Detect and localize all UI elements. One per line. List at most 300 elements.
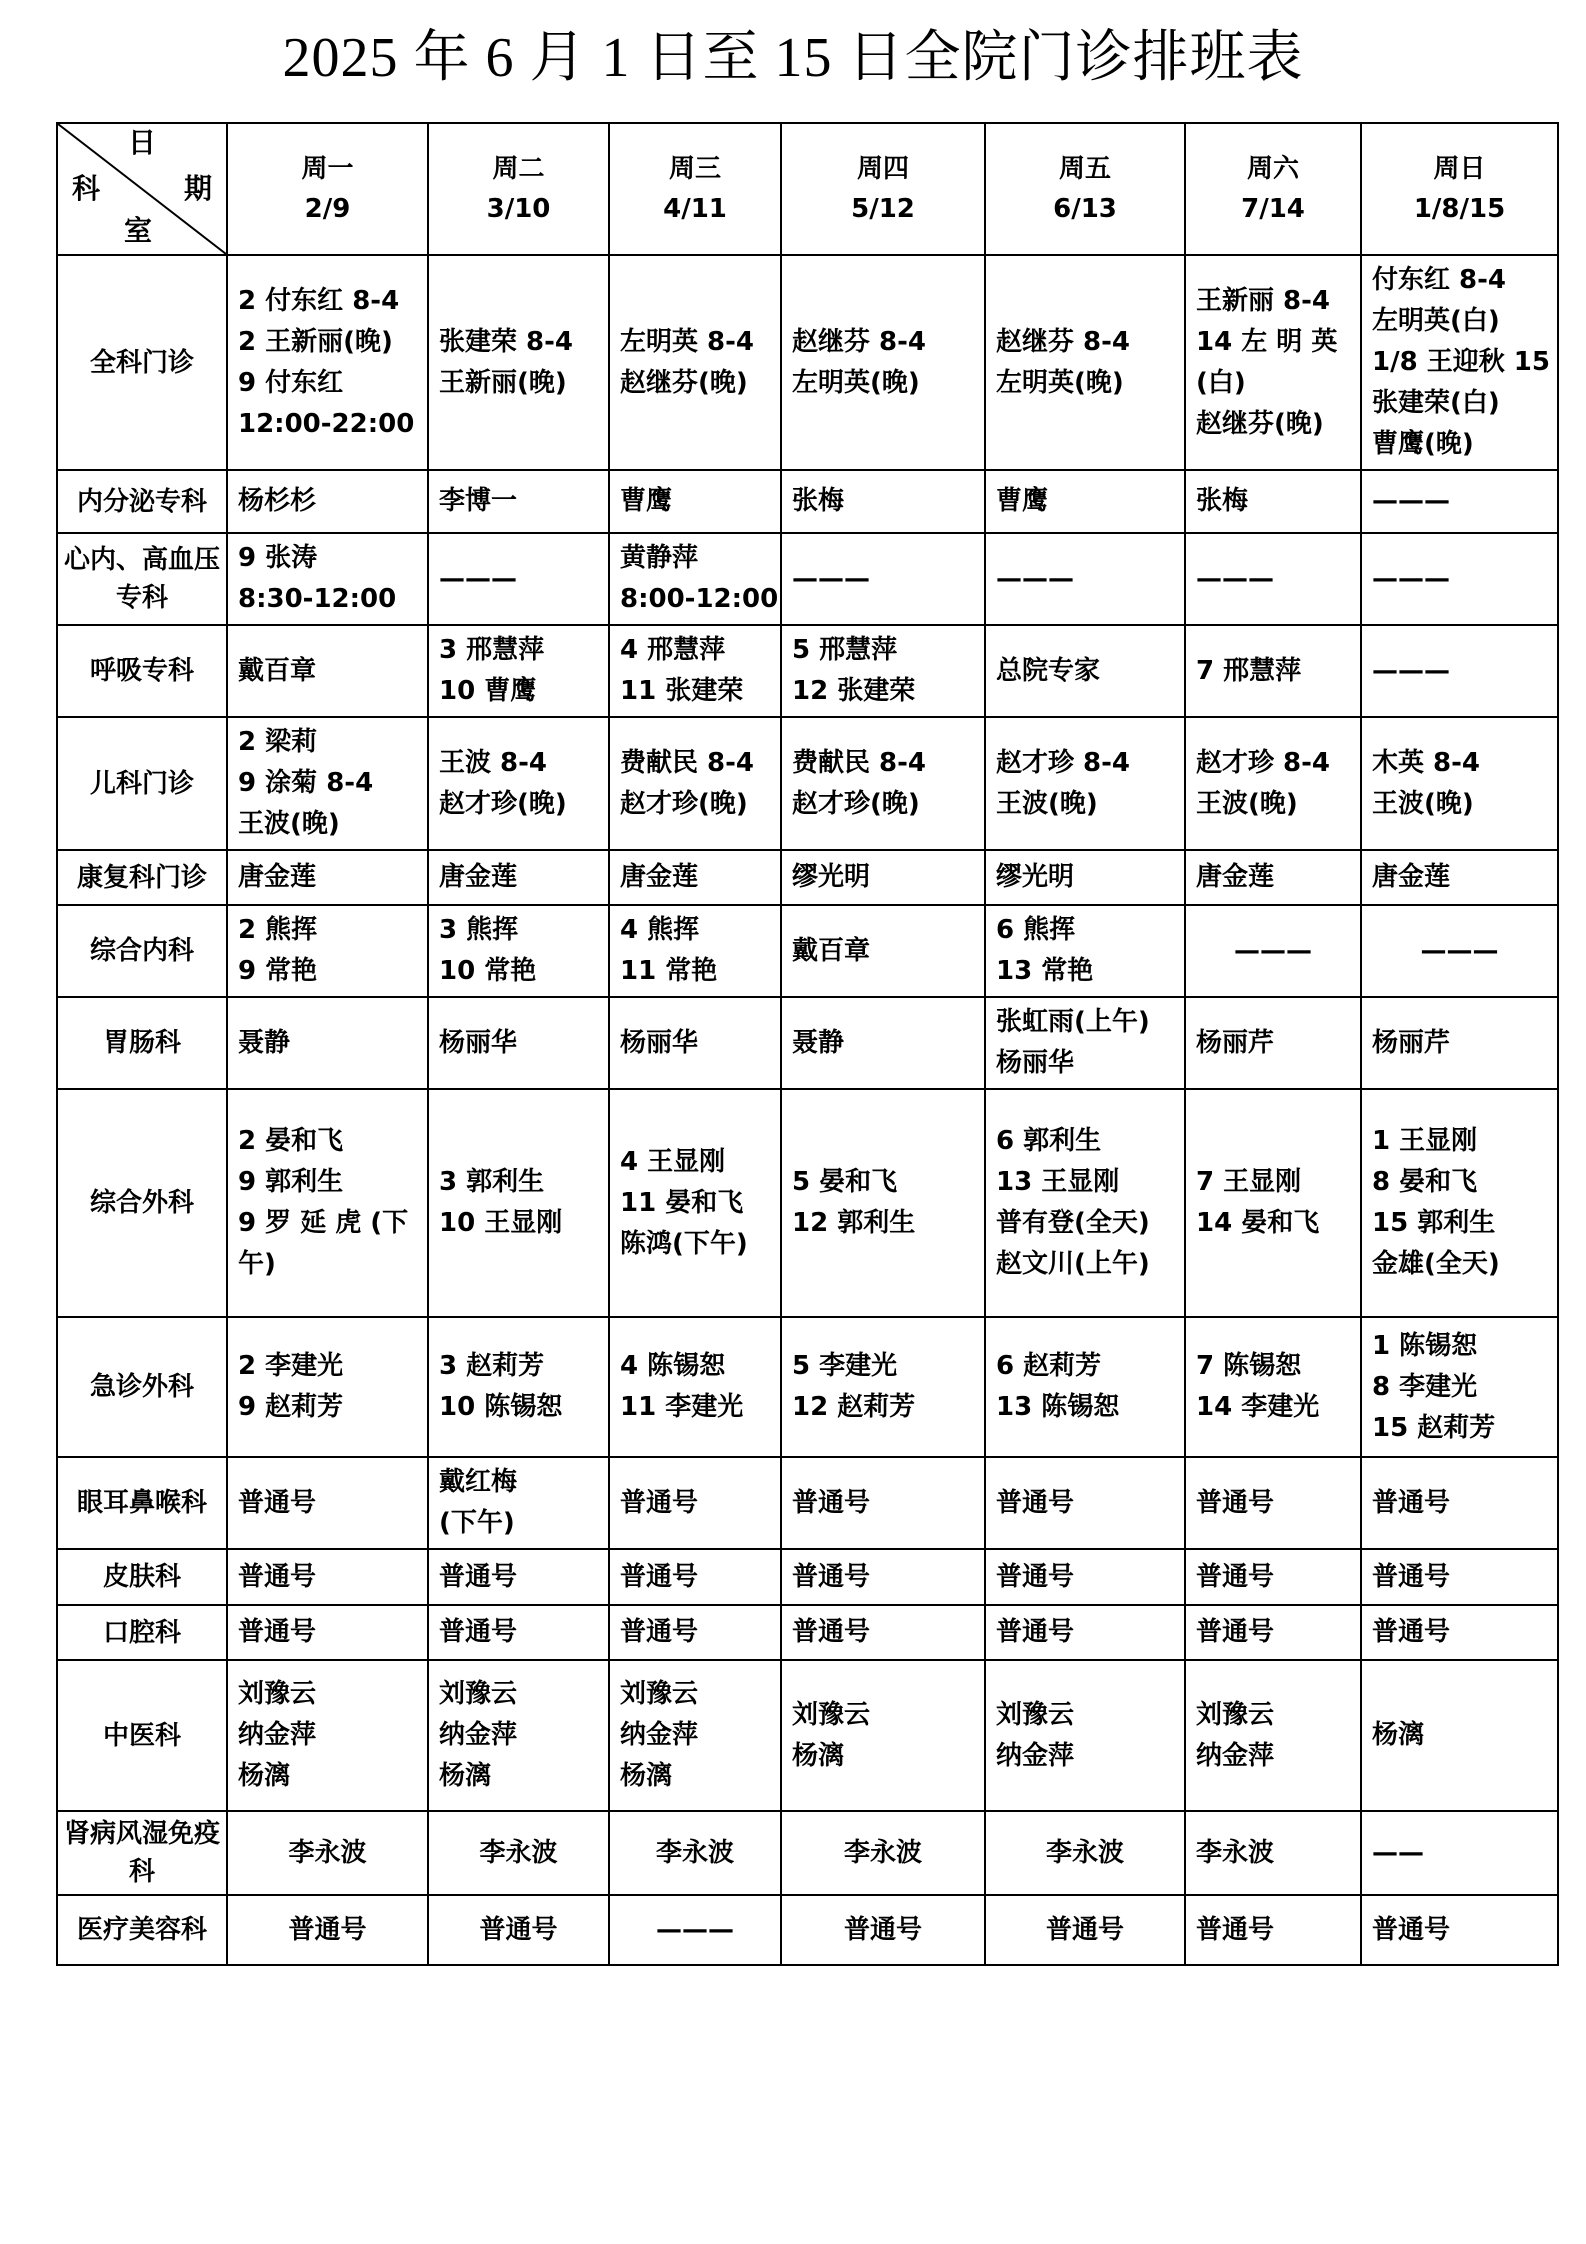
cell-line: ——— (996, 563, 1074, 594)
schedule-cell (1185, 997, 1361, 1089)
cell-line: 10 陈锡恕 (439, 1392, 563, 1422)
cell-line: 左明英(晚) (996, 367, 1124, 398)
cell-line: 普通号 (439, 1617, 518, 1647)
cell-line: 普通号 (996, 1561, 1075, 1592)
department-name: 内分泌专科 (57, 470, 227, 533)
table-row (57, 1660, 1558, 1811)
schedule-cell (781, 1317, 985, 1457)
day-header-sat (1185, 123, 1361, 255)
schedule-cell (1185, 255, 1361, 470)
schedule-cell (1185, 717, 1361, 850)
schedule-cell (609, 533, 781, 625)
schedule-cell (227, 997, 428, 1089)
schedule-cell (428, 1811, 609, 1895)
cell-line: 10 常艳 (439, 956, 537, 986)
schedule-cell (609, 1660, 781, 1811)
cell-line: (下午) (439, 1508, 515, 1538)
cell-line: 刘豫云 (792, 1699, 871, 1730)
cell-line: 9 张涛 (238, 543, 318, 573)
schedule-cell (781, 1811, 985, 1895)
cell-line: 8:30-12:00 (238, 584, 397, 614)
department-name: 中医科 (57, 1660, 227, 1811)
schedule-cell (985, 850, 1185, 905)
cell-line: 杨漓 (792, 1740, 845, 1771)
schedule-cell (609, 1457, 781, 1549)
cell-line: 张梅 (792, 486, 845, 516)
schedule-cell (428, 1089, 609, 1317)
day-dates: 4/11 (663, 194, 727, 224)
schedule-cell (1185, 1605, 1361, 1660)
cell-line: 6 赵莉芳 (996, 1351, 1102, 1381)
cell-line: 12:00-22:00 (238, 408, 415, 439)
department-name: 综合内科 (57, 905, 227, 997)
day-header-tue (428, 123, 609, 255)
department-name: 肾病风湿免疫科 (57, 1811, 227, 1895)
cell-line: 8 晏和飞 (1372, 1167, 1478, 1197)
cell-line: 唐金莲 (238, 862, 317, 892)
table-row (57, 625, 1558, 717)
table-row (57, 1317, 1558, 1457)
schedule-cell (985, 1660, 1185, 1811)
schedule-cell (227, 255, 428, 470)
cell-line: 12 张建荣 (792, 676, 916, 706)
cell-line: 2 晏和飞 (238, 1126, 344, 1156)
cell-line: 1 陈锡恕 (1372, 1330, 1478, 1361)
schedule-cell (227, 533, 428, 625)
cell-line: 11 晏和飞 (620, 1187, 744, 1218)
cell-line: ——— (656, 1914, 734, 1945)
cell-line: 5 晏和飞 (792, 1167, 898, 1197)
cell-line: 3 熊挥 (439, 915, 519, 945)
schedule-cell (609, 717, 781, 850)
cell-line: 普通号 (1196, 1487, 1275, 1518)
schedule-cell (428, 255, 609, 470)
cell-line: 杨漓 (238, 1761, 291, 1791)
schedule-cell (227, 1811, 428, 1895)
cell-line: 赵才珍 8-4 (996, 747, 1131, 778)
schedule-cell (428, 625, 609, 717)
schedule-cell (781, 470, 985, 533)
cell-line: 2 熊挥 (238, 915, 318, 945)
schedule-cell (428, 470, 609, 533)
cell-line: 聂静 (238, 1027, 291, 1058)
cell-line: 赵文川(上午) (996, 1249, 1150, 1279)
schedule-cell (227, 625, 428, 717)
cell-line: 陈鸿(下午) (620, 1228, 748, 1259)
cell-line: 刘豫云 (439, 1679, 518, 1709)
cell-line: 1/8 王迎秋 15 (1372, 347, 1550, 377)
schedule-cell (1361, 470, 1558, 533)
cell-line: 王新丽 8-4 (1196, 285, 1331, 316)
cell-line: ——— (1196, 563, 1274, 594)
table-row (57, 1605, 1558, 1660)
schedule-cell (227, 1605, 428, 1660)
cell-line: 木英 8-4 (1372, 747, 1481, 778)
cell-line: 2 付东红 8-4 (238, 285, 400, 316)
cell-line: 戴百章 (792, 935, 871, 966)
schedule-cell (781, 850, 985, 905)
schedule-cell (609, 1549, 781, 1605)
schedule-cell (227, 1549, 428, 1605)
cell-line: 4 王显刚 (620, 1146, 726, 1177)
cell-line: 唐金莲 (1372, 862, 1451, 892)
schedule-cell (781, 905, 985, 997)
cell-line: 9 常艳 (238, 956, 318, 986)
schedule-cell (227, 717, 428, 850)
cell-line: 刘豫云 (1196, 1699, 1275, 1730)
schedule-cell (985, 1549, 1185, 1605)
cell-line: 纳金萍 (620, 1720, 699, 1750)
cell-line: 赵才珍(晚) (439, 788, 567, 819)
cell-line: 9 罗 延 虎 (下 (238, 1208, 409, 1238)
day-dates: 5/12 (851, 194, 915, 224)
cell-line: 普通号 (1372, 1561, 1451, 1592)
schedule-cell (1361, 1549, 1558, 1605)
schedule-cell (428, 1549, 609, 1605)
department-name: 口腔科 (57, 1605, 227, 1660)
day-name: 周六 (1246, 154, 1299, 184)
schedule-cell (1185, 1457, 1361, 1549)
schedule-cell (985, 717, 1185, 850)
cell-line: 普通号 (288, 1914, 367, 1945)
schedule-cell (227, 1660, 428, 1811)
schedule-cell (985, 1895, 1185, 1965)
cell-line: 王波 8-4 (439, 747, 548, 778)
day-name: 周四 (856, 154, 909, 184)
schedule-cell (781, 997, 985, 1089)
day-header-thu (781, 123, 985, 255)
schedule-cell (428, 1895, 609, 1965)
cell-line: 8:00-12:00 (620, 584, 779, 614)
day-dates: 2/9 (304, 194, 351, 224)
schedule-cell (227, 850, 428, 905)
cell-line: 普通号 (1372, 1914, 1451, 1945)
cell-line: 8 李建光 (1372, 1371, 1478, 1402)
schedule-cell (1361, 1317, 1558, 1457)
schedule-cell (227, 905, 428, 997)
schedule-cell (1185, 1660, 1361, 1811)
cell-line: 普通号 (1196, 1914, 1275, 1945)
cell-line: 赵才珍(晚) (620, 788, 748, 819)
cell-line: 普通号 (1196, 1617, 1275, 1647)
cell-line: 午) (238, 1249, 276, 1279)
day-header-sun (1361, 123, 1558, 255)
cell-line: 唐金莲 (439, 862, 518, 892)
table-row (57, 1895, 1558, 1965)
schedule-cell (609, 1317, 781, 1457)
table-row (57, 533, 1558, 625)
schedule-cell (781, 1605, 985, 1660)
cell-line: 普通号 (238, 1487, 317, 1518)
cell-line: 李永波 (288, 1837, 367, 1868)
schedule-cell (428, 997, 609, 1089)
day-name: 周一 (301, 154, 354, 184)
cell-line: 普通号 (1196, 1561, 1275, 1592)
schedule-cell (1361, 1895, 1558, 1965)
cell-line: 纳金萍 (439, 1720, 518, 1750)
schedule-cell (609, 1895, 781, 1965)
cell-line: 付东红 8-4 (1372, 265, 1507, 295)
cell-line: 纳金萍 (238, 1720, 317, 1750)
schedule-body (57, 255, 1558, 1965)
cell-line: 曹鹰(晚) (1372, 429, 1474, 459)
cell-line: 李永波 (1045, 1837, 1124, 1868)
table-row (57, 470, 1558, 533)
cell-line: 13 王显刚 (996, 1167, 1120, 1197)
table-row (57, 1457, 1558, 1549)
table-row (57, 1549, 1558, 1605)
cell-line: 赵继芬 8-4 (792, 326, 927, 357)
cell-line: 刘豫云 (620, 1679, 699, 1709)
cell-line: 6 郭利生 (996, 1126, 1102, 1156)
day-header-fri (985, 123, 1185, 255)
cell-line: 戴百章 (238, 655, 317, 686)
schedule-cell (428, 905, 609, 997)
day-name: 周三 (668, 154, 721, 184)
cell-line: 赵继芬 8-4 (996, 326, 1131, 357)
cell-line: 杨漓 (1372, 1720, 1425, 1750)
schedule-cell (609, 1605, 781, 1660)
cell-line: 14 晏和飞 (1196, 1208, 1320, 1238)
cell-line: 9 赵莉芳 (238, 1392, 344, 1422)
cell-line: 普通号 (792, 1487, 871, 1518)
cell-line: 5 李建光 (792, 1351, 898, 1381)
department-name: 全科门诊 (57, 255, 227, 470)
cell-line: 普通号 (792, 1617, 871, 1647)
cell-line: 4 邢慧萍 (620, 635, 726, 665)
department-name: 呼吸专科 (57, 625, 227, 717)
schedule-cell (1185, 625, 1361, 717)
schedule-cell (1361, 1089, 1558, 1317)
cell-line: 13 陈锡恕 (996, 1392, 1120, 1422)
cell-line: 王波(晚) (1196, 788, 1298, 819)
cell-line: 费献民 8-4 (620, 747, 755, 778)
cell-line: 纳金萍 (996, 1740, 1075, 1771)
table-row (57, 905, 1558, 997)
cell-line: 普通号 (238, 1617, 317, 1647)
day-name: 周二 (492, 154, 545, 184)
department-name: 心内、高血压专科 (57, 533, 227, 625)
cell-line: 戴红梅 (439, 1467, 518, 1497)
cell-line: 12 赵莉芳 (792, 1392, 916, 1422)
cell-line: 13 常艳 (996, 956, 1094, 986)
schedule-cell (428, 1660, 609, 1811)
cell-line: 李永波 (479, 1837, 558, 1868)
table-row (57, 255, 1558, 470)
schedule-cell (1361, 625, 1558, 717)
schedule-cell (781, 1457, 985, 1549)
cell-line: ——— (1234, 935, 1312, 966)
schedule-table (56, 122, 1559, 1966)
cell-line: 11 常艳 (620, 956, 718, 986)
cell-line: 纳金萍 (1196, 1740, 1275, 1771)
schedule-cell (1361, 533, 1558, 625)
schedule-cell (985, 1089, 1185, 1317)
cell-line: 2 王新丽(晚) (238, 326, 393, 357)
schedule-cell (985, 1317, 1185, 1457)
cell-line: 李博一 (439, 486, 518, 516)
day-name: 周日 (1433, 154, 1486, 184)
cell-line: 唐金莲 (1196, 862, 1275, 892)
cell-line: 杨漓 (620, 1761, 673, 1791)
cell-line: 缪光明 (792, 862, 871, 892)
cell-line: 11 李建光 (620, 1392, 744, 1422)
cell-line: 7 邢慧萍 (1196, 655, 1302, 686)
schedule-cell (985, 1457, 1185, 1549)
department-name: 胃肠科 (57, 997, 227, 1089)
cell-line: 缪光明 (996, 862, 1075, 892)
cell-line: 费献民 8-4 (792, 747, 927, 778)
schedule-cell (227, 470, 428, 533)
cell-line: 曹鹰 (996, 486, 1049, 516)
cell-line: 普通号 (620, 1617, 699, 1647)
cell-line: 普通号 (620, 1561, 699, 1592)
cell-line: 11 张建荣 (620, 676, 744, 706)
corner-label-ke: 科 (72, 172, 101, 205)
schedule-cell (985, 1605, 1185, 1660)
day-dates: 1/8/15 (1413, 194, 1506, 224)
cell-line: 普通号 (792, 1561, 871, 1592)
schedule-cell (781, 625, 985, 717)
cell-line: ——— (792, 563, 870, 594)
cell-line: ——— (1420, 935, 1499, 966)
cell-line: 12 郭利生 (792, 1208, 916, 1238)
schedule-cell (985, 905, 1185, 997)
schedule-cell (1361, 850, 1558, 905)
corner-header (57, 123, 227, 255)
schedule-cell (1361, 717, 1558, 850)
cell-line: 李永波 (843, 1837, 922, 1868)
schedule-cell (1361, 1605, 1558, 1660)
table-row (57, 997, 1558, 1089)
table-row (57, 1811, 1558, 1895)
cell-line: 杨丽芹 (1196, 1027, 1275, 1058)
schedule-cell (1185, 850, 1361, 905)
cell-line: 聂静 (792, 1027, 845, 1058)
cell-line: 赵继芬(晚) (1196, 408, 1324, 439)
schedule-cell (227, 1317, 428, 1457)
cell-line: 赵继芬(晚) (620, 367, 748, 398)
cell-line: 普通号 (1372, 1487, 1451, 1518)
schedule-cell (1361, 997, 1558, 1089)
schedule-cell (227, 1895, 428, 1965)
department-name: 皮肤科 (57, 1549, 227, 1605)
cell-line: 7 陈锡恕 (1196, 1351, 1302, 1381)
corner-label-ri: 日 (128, 126, 157, 159)
cell-line: 2 梁莉 (238, 727, 318, 757)
schedule-cell (609, 625, 781, 717)
cell-line: 王波(晚) (996, 788, 1098, 819)
cell-line: 普有登(全天) (996, 1208, 1150, 1238)
cell-line: 9 郭利生 (238, 1167, 344, 1197)
cell-line: 王波(晚) (238, 809, 340, 839)
schedule-cell (781, 1549, 985, 1605)
day-dates: 3/10 (486, 194, 551, 224)
cell-line: —— (1372, 1837, 1424, 1868)
schedule-cell (428, 717, 609, 850)
schedule-cell (428, 1605, 609, 1660)
cell-line: 杨丽华 (439, 1027, 518, 1058)
cell-line: 6 熊挥 (996, 915, 1076, 945)
cell-line: 10 曹鹰 (439, 676, 537, 706)
cell-line: 赵才珍 8-4 (1196, 747, 1331, 778)
schedule-cell (1185, 1317, 1361, 1457)
schedule-cell (609, 470, 781, 533)
cell-line: 金雄(全天) (1372, 1249, 1500, 1279)
cell-line: (白) (1196, 367, 1246, 398)
schedule-cell (781, 1895, 985, 1965)
schedule-cell (1185, 470, 1361, 533)
cell-line: 9 付东红 (238, 367, 344, 398)
schedule-cell (609, 1811, 781, 1895)
schedule-cell (1185, 905, 1361, 997)
cell-line: 14 左 明 英 (1196, 326, 1338, 357)
cell-line: 刘豫云 (238, 1679, 317, 1709)
cell-line: 李永波 (655, 1837, 734, 1868)
cell-line: 唐金莲 (620, 862, 699, 892)
department-name: 急诊外科 (57, 1317, 227, 1457)
cell-line: 3 邢慧萍 (439, 635, 545, 665)
day-header-wed (609, 123, 781, 255)
cell-line: 张虹雨(上午) (996, 1007, 1150, 1037)
schedule-cell (428, 1457, 609, 1549)
page-title: 2025 年 6 月 1 日至 15 日全院门诊排班表 (282, 27, 1304, 89)
schedule-cell (609, 255, 781, 470)
cell-line: 杨丽华 (996, 1048, 1075, 1078)
schedule-cell (227, 1089, 428, 1317)
schedule-cell (227, 1457, 428, 1549)
schedule-cell (1361, 1660, 1558, 1811)
table-row (57, 1089, 1558, 1317)
cell-line: 左明英 8-4 (620, 326, 755, 357)
cell-line: 普通号 (843, 1914, 922, 1945)
schedule-cell (1361, 1811, 1558, 1895)
cell-line: 7 王显刚 (1196, 1167, 1302, 1197)
cell-line: ——— (1372, 486, 1450, 516)
schedule-cell (1185, 533, 1361, 625)
cell-line: 黄静萍 (620, 543, 699, 573)
cell-line: 普通号 (620, 1487, 699, 1518)
schedule-cell (781, 1089, 985, 1317)
department-name: 儿科门诊 (57, 717, 227, 850)
cell-line: 15 赵莉芳 (1372, 1412, 1496, 1443)
schedule-cell (1361, 1457, 1558, 1549)
schedule-cell (781, 717, 985, 850)
cell-line: 2 李建光 (238, 1351, 344, 1381)
table-row (57, 717, 1558, 850)
cell-line: 左明英(白) (1372, 306, 1500, 336)
cell-line: 刘豫云 (996, 1699, 1075, 1730)
cell-line: 3 赵莉芳 (439, 1351, 545, 1381)
schedule-cell (985, 470, 1185, 533)
cell-line: 10 王显刚 (439, 1208, 563, 1238)
cell-line: 3 郭利生 (439, 1167, 545, 1197)
schedule-cell (428, 1317, 609, 1457)
schedule-cell (609, 905, 781, 997)
schedule-cell (985, 533, 1185, 625)
schedule-cell (985, 997, 1185, 1089)
cell-line: 杨丽华 (620, 1027, 699, 1058)
cell-line: 普通号 (439, 1561, 518, 1592)
schedule-cell (609, 850, 781, 905)
corner-label-qi: 期 (183, 172, 212, 205)
schedule-cell (428, 850, 609, 905)
schedule-cell (985, 255, 1185, 470)
cell-line: 4 陈锡恕 (620, 1351, 726, 1381)
cell-line: ——— (1372, 563, 1450, 594)
cell-line: 杨丽芹 (1372, 1027, 1451, 1058)
cell-line: 总院专家 (996, 655, 1101, 686)
